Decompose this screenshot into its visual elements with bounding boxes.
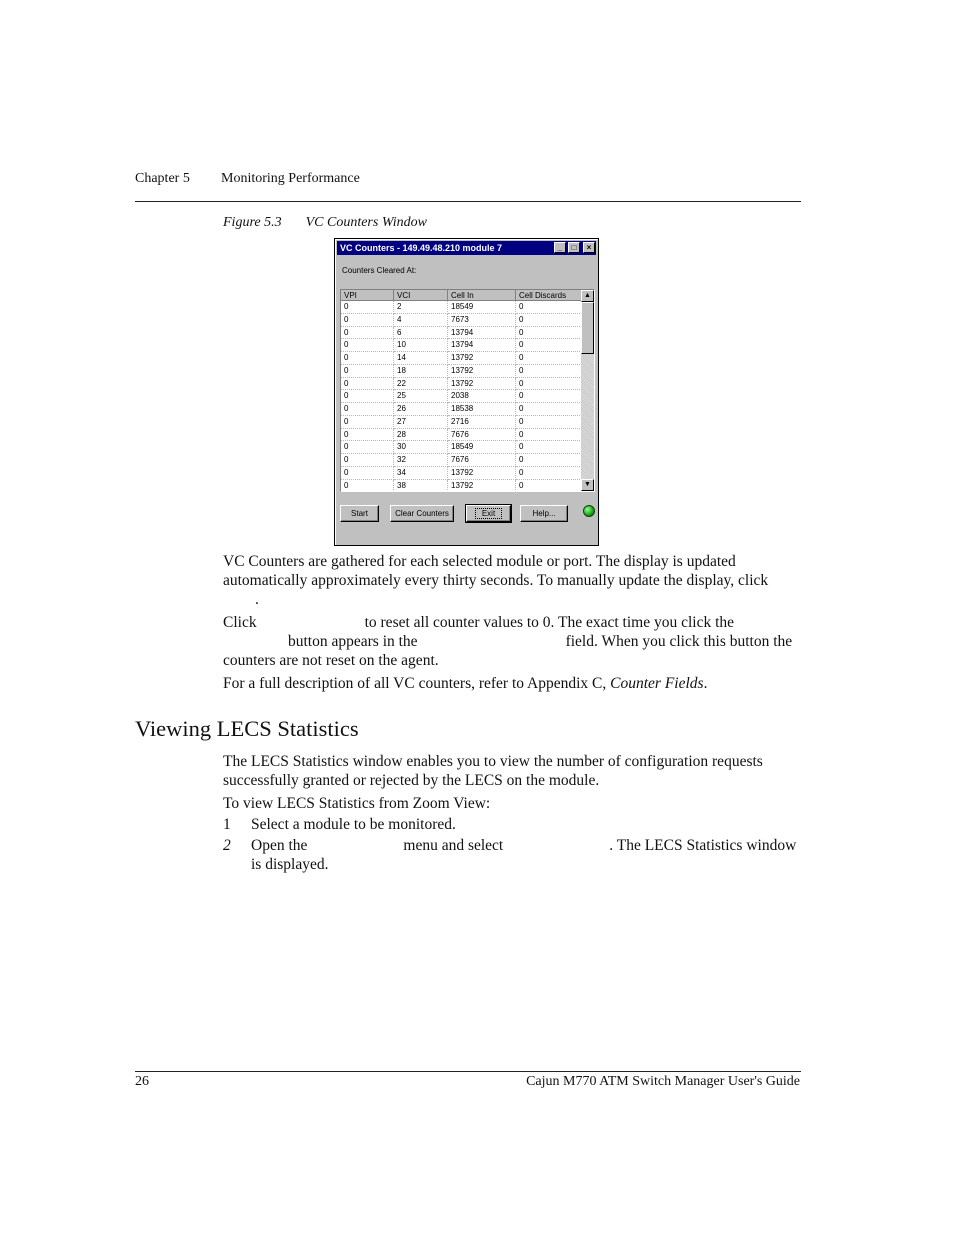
scroll-up-icon[interactable]: ▲ <box>581 290 594 302</box>
cell-vci: 28 <box>394 429 448 442</box>
table-row[interactable] <box>341 365 582 378</box>
window-title: VC Counters - 149.49.48.210 module 7 <box>340 243 503 253</box>
p2-click: Click <box>223 614 257 631</box>
status-led-icon <box>583 505 595 517</box>
cell-vci: 6 <box>394 327 448 340</box>
cell-cell-in: 13794 <box>448 327 516 340</box>
cell-vpi: 0 <box>341 378 394 391</box>
cell-cell-in: 2716 <box>448 416 516 429</box>
cell-vpi: 0 <box>341 441 394 454</box>
cell-cell-discards: 0 <box>516 480 582 493</box>
cell-vci: 14 <box>394 352 448 365</box>
paragraph-lecs-howto: To view LECS Statistics from Zoom View: <box>223 795 491 812</box>
counters-grid[interactable] <box>340 289 595 492</box>
grid-header <box>341 290 594 301</box>
column-header-vci[interactable]: VCI <box>394 290 448 301</box>
table-row[interactable] <box>341 301 582 314</box>
cell-vci: 22 <box>394 378 448 391</box>
cell-cell-in: 18538 <box>448 403 516 416</box>
cell-cell-in: 7676 <box>448 429 516 442</box>
table-row[interactable] <box>341 378 582 391</box>
cell-vpi: 0 <box>341 301 394 314</box>
cell-vpi: 0 <box>341 327 394 340</box>
paragraph-lecs-intro: The LECS Statistics window enables you to view the number of configuration requests successfully granted or rejected by the LECS on the module. <box>223 753 763 789</box>
cell-vci: 30 <box>394 441 448 454</box>
cell-vpi: 0 <box>341 416 394 429</box>
vc-counters-window <box>334 238 599 546</box>
table-row[interactable] <box>341 339 582 352</box>
page-number: 26 <box>135 1074 149 1089</box>
minimize-icon[interactable]: _ <box>554 242 566 253</box>
paragraph-vc-counters <box>223 552 803 609</box>
figure-label: Figure 5.3 <box>223 215 282 230</box>
column-header-cell-in[interactable]: Cell In <box>448 290 516 301</box>
cell-vpi: 0 <box>341 365 394 378</box>
p2-appears: button appears in the <box>288 633 418 650</box>
p2-reset: to reset all counter values to 0. The exact time you click the <box>364 614 735 631</box>
step-2 <box>223 836 803 874</box>
running-header-title: Monitoring Performance <box>221 171 360 186</box>
cell-vci: 38 <box>394 480 448 493</box>
cell-cell-discards: 0 <box>516 301 582 314</box>
cell-cell-discards: 0 <box>516 352 582 365</box>
cell-cell-in: 13792 <box>448 352 516 365</box>
cell-cell-discards: 0 <box>516 378 582 391</box>
running-header-chapter: Chapter 5 <box>135 171 190 186</box>
p3-end: . <box>703 675 708 692</box>
cell-cell-discards: 0 <box>516 454 582 467</box>
help-button[interactable]: Help... <box>520 505 568 522</box>
cell-vpi: 0 <box>341 314 394 327</box>
cell-cell-in: 2038 <box>448 390 516 403</box>
scroll-thumb[interactable] <box>581 302 594 354</box>
cell-cell-in: 13792 <box>448 378 516 391</box>
step-1-text: Select a module to be monitored. <box>251 816 456 833</box>
cell-vpi: 0 <box>341 429 394 442</box>
cell-vci: 4 <box>394 314 448 327</box>
cell-vci: 32 <box>394 454 448 467</box>
step-1-number: 1 <box>223 816 231 833</box>
table-row[interactable] <box>341 454 582 467</box>
cell-cell-in: 13792 <box>448 365 516 378</box>
paragraph-appendix <box>223 674 803 693</box>
cell-vci: 10 <box>394 339 448 352</box>
counters-cleared-label: Counters Cleared At: <box>342 266 417 275</box>
cell-vpi: 0 <box>341 454 394 467</box>
table-row[interactable] <box>341 467 582 480</box>
column-header-cell-discards[interactable]: Cell Discards <box>516 290 582 301</box>
table-row[interactable] <box>341 390 582 403</box>
cell-cell-discards: 0 <box>516 403 582 416</box>
p1-text: VC Counters are gathered for each selected module or port. The display is updated automatically approximately every thirty seconds. To manually update the display, click <box>223 553 769 589</box>
cell-cell-discards: 0 <box>516 441 582 454</box>
table-row[interactable] <box>341 403 582 416</box>
cell-cell-in: 18549 <box>448 441 516 454</box>
cell-cell-discards: 0 <box>516 390 582 403</box>
p3-appendix-title: Counter Fields <box>610 675 704 692</box>
cell-cell-in: 18549 <box>448 301 516 314</box>
step-2-text <box>251 836 803 874</box>
vertical-scrollbar[interactable] <box>581 290 594 491</box>
grid-rows <box>341 301 582 492</box>
table-row[interactable] <box>341 327 582 340</box>
cell-vpi: 0 <box>341 403 394 416</box>
table-row[interactable] <box>341 416 582 429</box>
cell-cell-discards: 0 <box>516 327 582 340</box>
cell-cell-in: 7676 <box>448 454 516 467</box>
cell-cell-in: 7673 <box>448 314 516 327</box>
figure-title: VC Counters Window <box>305 215 427 230</box>
footer-rule <box>135 1071 801 1072</box>
table-row[interactable] <box>341 352 582 365</box>
section-heading: Viewing LECS Statistics <box>135 716 359 741</box>
maximize-icon[interactable]: □ <box>568 242 580 253</box>
cell-vpi: 0 <box>341 480 394 493</box>
cell-vpi: 0 <box>341 467 394 480</box>
cell-vci: 25 <box>394 390 448 403</box>
cell-vci: 34 <box>394 467 448 480</box>
cell-cell-discards: 0 <box>516 365 582 378</box>
window-titlebar <box>337 241 596 255</box>
cell-cell-discards: 0 <box>516 339 582 352</box>
p2-field: field. When you click this button the counters are not reset on the agent. <box>223 633 793 669</box>
start-button[interactable]: Start <box>340 505 379 522</box>
cell-cell-discards: 0 <box>516 429 582 442</box>
cell-cell-discards: 0 <box>516 416 582 429</box>
table-row[interactable] <box>341 314 582 327</box>
close-icon[interactable]: × <box>583 242 595 253</box>
clear-counters-button[interactable]: Clear Counters <box>390 505 454 522</box>
cell-vpi: 0 <box>341 390 394 403</box>
table-row[interactable] <box>341 429 582 442</box>
cell-cell-in: 13792 <box>448 467 516 480</box>
table-row[interactable] <box>341 441 582 454</box>
scroll-down-icon[interactable]: ▼ <box>581 479 594 491</box>
step-2-open: Open the <box>251 837 308 854</box>
cell-vci: 2 <box>394 301 448 314</box>
p3-text: For a full description of all VC counters, refer to Appendix C, <box>223 675 607 692</box>
cell-vci: 27 <box>394 416 448 429</box>
paragraph-clear-counters <box>223 613 803 670</box>
cell-vpi: 0 <box>341 352 394 365</box>
figure-caption <box>223 215 427 231</box>
cell-vci: 26 <box>394 403 448 416</box>
cell-cell-discards: 0 <box>516 314 582 327</box>
column-header-vpi[interactable]: VPI <box>341 290 394 301</box>
table-row[interactable] <box>341 480 582 493</box>
step-2-number: 2 <box>223 837 231 854</box>
p1-end: . <box>255 591 259 608</box>
cell-vci: 18 <box>394 365 448 378</box>
footer-book-title: Cajun M770 ATM Switch Manager User's Guide <box>526 1074 800 1089</box>
cell-cell-in: 13792 <box>448 480 516 493</box>
cell-cell-in: 13794 <box>448 339 516 352</box>
cell-vpi: 0 <box>341 339 394 352</box>
cell-cell-discards: 0 <box>516 467 582 480</box>
header-rule <box>135 201 801 202</box>
step-1 <box>223 815 803 834</box>
step-2-menu: menu and select <box>403 837 504 854</box>
exit-button-label: Exit <box>475 508 502 519</box>
step-2-result: . The LECS Statistics window is displayed. <box>251 837 797 873</box>
exit-button[interactable] <box>466 505 511 522</box>
